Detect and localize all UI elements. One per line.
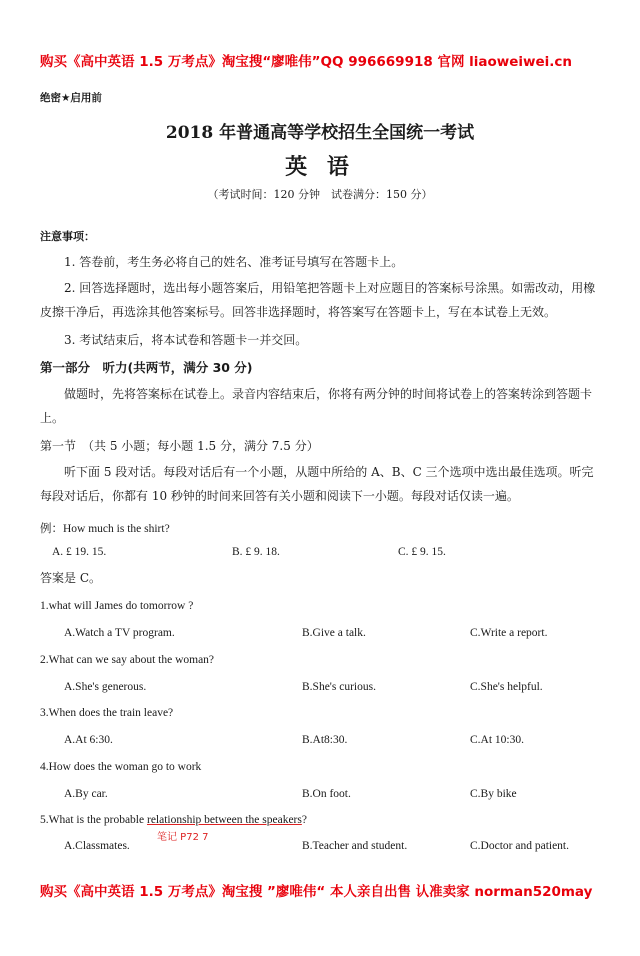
question-3: 3.When does the train leave? <box>40 707 174 719</box>
notice-item-1: 1. 答卷前，考生务必将自己的姓名、准考证号填写在答题卡上。 <box>64 255 404 269</box>
subject-title: 英 语 <box>285 154 355 180</box>
question-5-option-a: A.Classmates. <box>64 840 130 852</box>
question-2-option-a: A.She's generous. <box>64 681 147 693</box>
question-5-option-b: B.Teacher and student. <box>302 840 408 852</box>
exam-info: （考试时间：120 分钟 试卷满分：150 分） <box>207 188 433 201</box>
question-5-suffix: ? <box>301 814 307 826</box>
question-4-option-c: C.By bike <box>470 788 517 800</box>
question-1: 1.what will James do tomorrow ? <box>40 600 194 612</box>
question-5-underlined-text: relationship between the speakers <box>146 814 302 826</box>
example-answer: 答案是 C。 <box>40 571 101 585</box>
top-ad-banner: 购买《高中英语 1.5 万考点》淘宝搜“廖唯伟”QQ 996669918 官网 liaoweiwei.cn <box>40 54 573 70</box>
notice-heading: 注意事项： <box>40 230 95 243</box>
question-5 <box>40 814 307 826</box>
question-3-option-b: B.At8:30. <box>302 734 348 746</box>
section1-title: 第一节 （共 5 小题；每小题 1.5 分，满分 7.5 分） <box>40 439 319 453</box>
question-4: 4.How does the woman go to work <box>40 761 202 773</box>
example-option-a: A. £ 19. 15. <box>52 546 107 558</box>
part1-heading: 第一部分 听力(共两节，满分 30 分) <box>40 360 253 375</box>
question-2: 2.What can we say about the woman? <box>40 654 215 666</box>
question-3-option-a: A.At 6:30. <box>64 734 113 746</box>
question-4-option-a: A.By car. <box>64 788 108 800</box>
notice-item-3: 3. 考试结束后，将本试卷和答题卡一并交回。 <box>64 333 308 347</box>
question-1-option-a: A.Watch a TV program. <box>64 627 175 639</box>
example-question: 例：How much is the shirt? <box>40 523 170 535</box>
handwritten-note: 笔记 P72 7 <box>157 832 209 843</box>
exam-title: 2018 年普通高等学校招生全国统一考试 <box>165 123 475 143</box>
question-5-text: 5.What is the probable <box>40 814 147 826</box>
part1-intro: 做题时，先将答案标在试卷上。录音内容结束后，你将有两分钟的时间将试卷上的答案转涂到答题卡上。 <box>40 387 593 425</box>
question-3-option-c: C.At 10:30. <box>470 734 524 746</box>
section1-intro: 听下面 5 段对话。每段对话后有一个小题，从题中所给的 A、B、C 三个选项中选出最佳选项。听完每段对话后，你都有 10 秒钟的时间来回答有关小题和阅读下一小题。每段对话仅读一遍。 <box>40 465 594 503</box>
confidential-label: 绝密★启用前 <box>40 92 102 104</box>
question-4-option-b: B.On foot. <box>302 788 351 800</box>
question-1-option-b: B.Give a talk. <box>302 627 366 639</box>
question-2-option-b: B.She's curious. <box>302 681 376 693</box>
notice-item-2: 2. 回答选择题时，选出每小题答案后，用铅笔把答题卡上对应题目的答案标号涂黑。如需改动，用橡皮擦干净后，再选涂其他答案标号。回答非选择题时，将答案写在答题卡上，写在本试卷上无效。 <box>40 281 596 319</box>
example-option-c: C. £ 9. 15. <box>398 546 446 558</box>
question-1-option-c: C.Write a report. <box>470 627 548 639</box>
question-5-option-c: C.Doctor and patient. <box>470 840 570 852</box>
question-2-option-c: C.She's helpful. <box>470 681 543 693</box>
bottom-ad-banner: 购买《高中英语 1.5 万考点》淘宝搜 ”廖唯伟“ 本人亲自出售 认准卖家 norman520may <box>40 884 593 900</box>
example-option-b: B. £ 9. 18. <box>232 546 280 558</box>
